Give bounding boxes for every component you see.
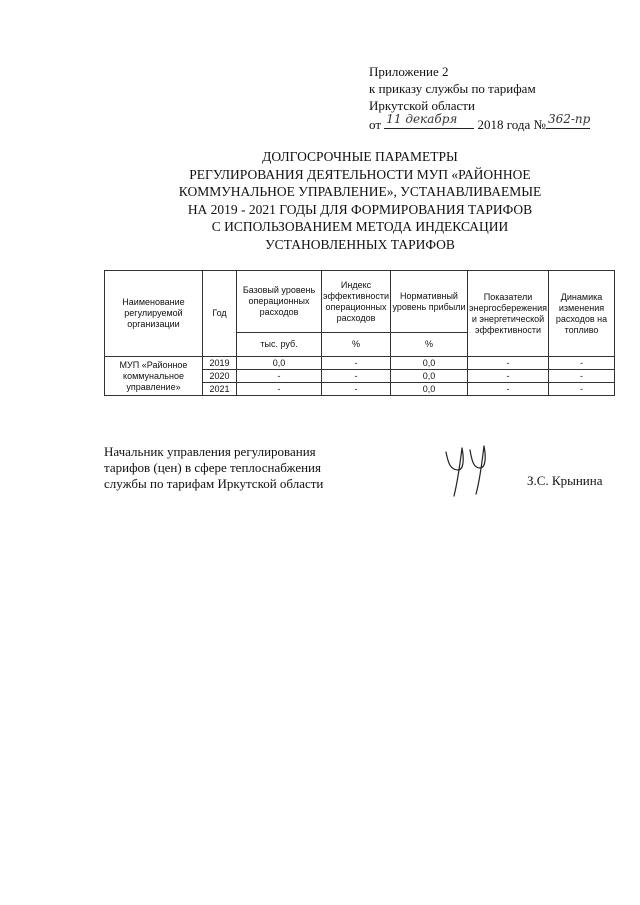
cell-profit: 0,0 bbox=[391, 383, 468, 396]
header-profit: Нормативный уровень прибыли bbox=[391, 271, 468, 333]
header-year: Год bbox=[203, 271, 237, 357]
org-name-cell: МУП «Районное коммунальное управление» bbox=[105, 357, 203, 396]
signatory-line-2: тарифов (цен) в сфере теплоснабжения bbox=[104, 460, 321, 475]
signatory-line-3: службы по тарифам Иркутской области bbox=[104, 476, 324, 491]
appendix-line-3: Иркутской области bbox=[369, 98, 475, 113]
cell-base: 0,0 bbox=[237, 357, 322, 370]
cell-profit: 0,0 bbox=[391, 370, 468, 383]
order-date-handwritten: 11 декабря bbox=[386, 112, 458, 126]
cell-energy: - bbox=[468, 383, 549, 396]
appendix-line-2: к приказу службы по тарифам bbox=[369, 81, 536, 96]
appendix-line-1: Приложение 2 bbox=[369, 64, 449, 79]
cell-year: 2019 bbox=[203, 357, 237, 370]
cell-fuel: - bbox=[549, 383, 615, 396]
order-line bbox=[369, 114, 590, 133]
order-date-field bbox=[384, 114, 474, 129]
order-number-handwritten: 362-пр bbox=[547, 112, 591, 126]
cell-index: - bbox=[322, 383, 391, 396]
unit-profit: % bbox=[391, 333, 468, 357]
cell-index: - bbox=[322, 357, 391, 370]
document-title bbox=[150, 148, 570, 253]
cell-fuel: - bbox=[549, 370, 615, 383]
order-number-field bbox=[546, 114, 590, 129]
table-header-row bbox=[105, 271, 615, 333]
signatory-line-1: Начальник управления регулирования bbox=[104, 444, 316, 459]
cell-energy: - bbox=[468, 370, 549, 383]
unit-index: % bbox=[322, 333, 391, 357]
order-from: от bbox=[369, 117, 382, 132]
appendix-header bbox=[369, 63, 590, 133]
cell-base: - bbox=[237, 383, 322, 396]
table-row bbox=[105, 357, 615, 370]
cell-year: 2021 bbox=[203, 383, 237, 396]
cell-base: - bbox=[237, 370, 322, 383]
cell-index: - bbox=[322, 370, 391, 383]
cell-energy: - bbox=[468, 357, 549, 370]
cell-fuel: - bbox=[549, 357, 615, 370]
title-line-3: КОММУНАЛЬНОЕ УПРАВЛЕНИЕ», УСТАНАВЛИВАЕМЫЕ bbox=[178, 184, 542, 199]
order-year: 2018 года № bbox=[477, 117, 546, 132]
parameters-table bbox=[104, 270, 615, 396]
handwritten-signature bbox=[440, 440, 500, 500]
title-line-2: РЕГУЛИРОВАНИЯ ДЕЯТЕЛЬНОСТИ МУП «РАЙОННОЕ bbox=[189, 166, 531, 182]
title-line-6: УСТАНОВЛЕННЫХ ТАРИФОВ bbox=[265, 236, 455, 252]
signatory-position bbox=[104, 444, 323, 492]
header-base: Базовый уровень операционных расходов bbox=[237, 271, 322, 333]
header-energy: Показатели энергосбережения и энергетической эффективности bbox=[468, 271, 549, 357]
cell-profit: 0,0 bbox=[391, 357, 468, 370]
title-line-1: ДОЛГОСРОЧНЫЕ ПАРАМЕТРЫ bbox=[262, 149, 458, 164]
header-fuel: Динамика изменения расходов на топливо bbox=[549, 271, 615, 357]
header-index: Индекс эффективности операционных расходов bbox=[322, 271, 391, 333]
unit-base: тыс. руб. bbox=[237, 333, 322, 357]
cell-year: 2020 bbox=[203, 370, 237, 383]
title-line-4: НА 2019 - 2021 ГОДЫ ДЛЯ ФОРМИРОВАНИЯ ТАРИФОВ bbox=[187, 201, 533, 217]
title-line-5: С ИСПОЛЬЗОВАНИЕМ МЕТОДА ИНДЕКСАЦИИ bbox=[211, 219, 509, 234]
signatory-name: З.С. Крынина bbox=[527, 473, 603, 488]
header-org: Наименование регулируемой организации bbox=[105, 271, 203, 357]
